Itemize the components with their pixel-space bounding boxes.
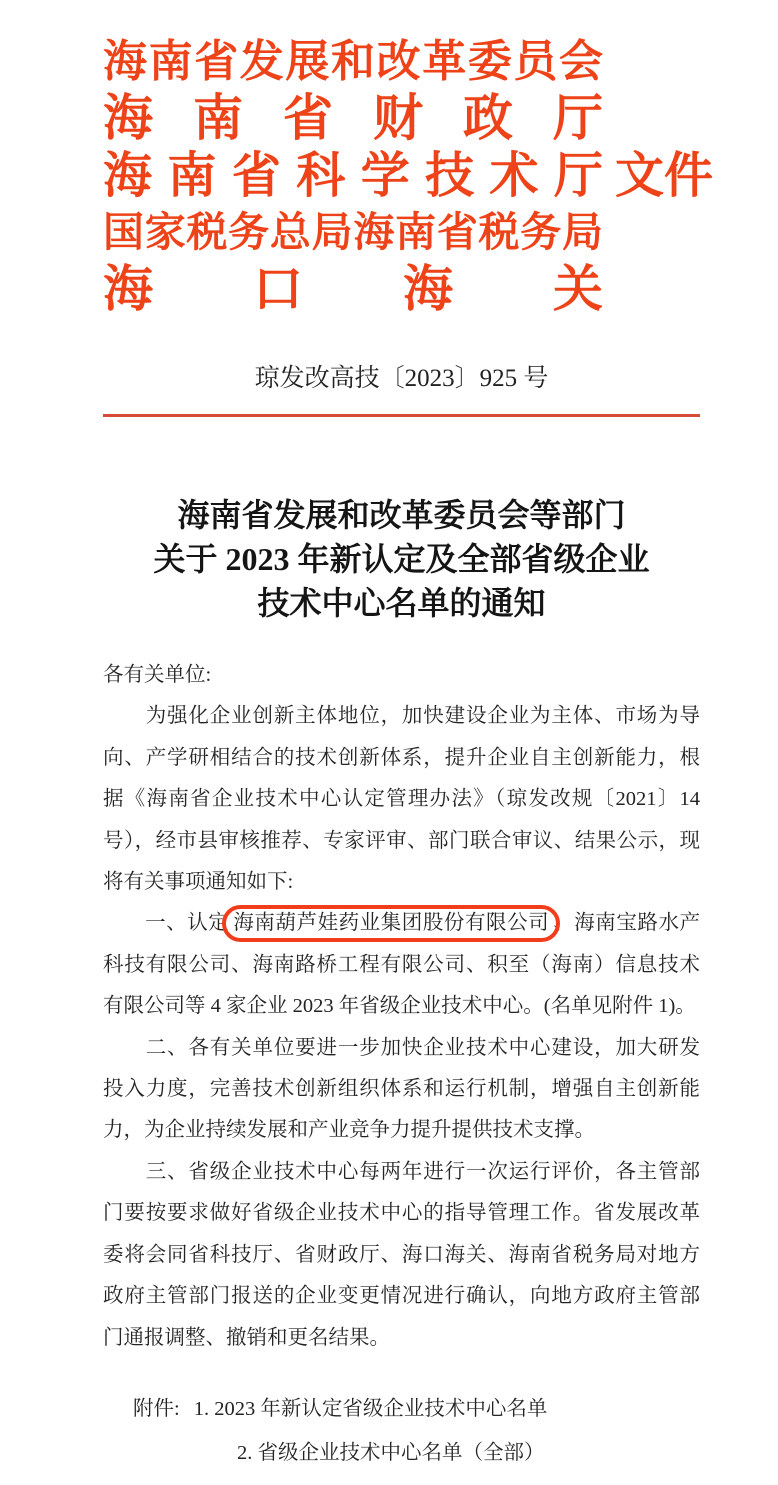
body-line: 门通报调整、撤销和更名结果。: [103, 1326, 390, 1349]
body-line: 为强化企业创新主体地位，加快建设企业为主体、市场为导: [103, 705, 700, 728]
letterhead-line-ndrc: 海南省发展和改革委员会: [103, 37, 603, 86]
letterhead-doc-type-label: 文件: [615, 148, 714, 203]
body-line: 向、产学研相结合的技术创新体系，提升企业自主创新能力，根: [103, 746, 700, 769]
body-line: 力，为企业持续发展和产业竞争力提升提供技术支撑。: [103, 1119, 595, 1142]
item1-suffix: 、海南宝路水产: [553, 912, 701, 935]
body-line: 号），经市县审核推荐、专家评审、部门联合审议、结果公示，现: [103, 829, 700, 852]
attachment-item-2: 2. 省级企业技术中心名单（全部）: [237, 1441, 545, 1464]
attachments-label: 附件:: [133, 1397, 180, 1420]
body-line: 据《海南省企业技术中心认定管理办法》（琼发改规〔2021〕14: [103, 788, 700, 811]
red-divider-line: [103, 414, 700, 417]
body-line: 委将会同省科技厅、省财政厅、海口海关、海南省税务局对地方: [103, 1243, 700, 1266]
document-body: [103, 655, 700, 1359]
item1-first-line: [103, 903, 700, 944]
body-line: 政府主管部门报送的企业变更情况进行确认，向地方政府主管部: [103, 1285, 700, 1308]
document-title: [103, 493, 700, 625]
highlighted-company-name: 海南葫芦娃药业集团股份有限公司: [222, 905, 560, 942]
title-line-2: 关于 2023 年新认定及全部省级企业: [153, 541, 650, 577]
attachments-block: [103, 1387, 700, 1475]
salutation: 各有关单位:: [103, 664, 212, 686]
document-content: [103, 33, 714, 1475]
body-line: 投入力度，完善技术创新组织体系和运行机制，增强自主创新能: [103, 1078, 700, 1101]
letterhead: [103, 33, 714, 318]
letterhead-line-science-row: [103, 147, 714, 204]
letterhead-line-tax: 国家税务总局海南省税务局: [103, 209, 603, 255]
attachment-item-1: 1. 2023 年新认定省级企业技术中心名单: [193, 1397, 548, 1420]
title-line-1: 海南省发展和改革委员会等部门: [177, 497, 626, 533]
document-number: 琼发改高技〔2023〕925 号: [254, 365, 549, 392]
letterhead-line-customs: 海口海关: [103, 261, 603, 317]
attachment-row-1: [133, 1387, 700, 1431]
body-line: 门要按要求做好省级企业技术中心的指导管理工作。省发展改革: [103, 1202, 700, 1225]
item1-prefix: 一、认定: [103, 912, 230, 935]
body-line: 科技有限公司、海南路桥工程有限公司、积至（海南）信息技术: [103, 953, 700, 976]
body-line: 二、各有关单位要进一步加快企业技术中心建设，加大研发: [103, 1036, 700, 1059]
body-line: 有限公司等 4 家企业 2023 年省级企业技术中心。(名单见附件 1)。: [103, 995, 696, 1018]
body-line: 三、省级企业技术中心每两年进行一次运行评价，各主管部: [103, 1160, 700, 1183]
letterhead-line-finance: 海南省财政厅: [103, 90, 603, 146]
body-line: 将有关事项通知如下:: [103, 871, 294, 894]
title-line-3: 技术中心名单的通知: [257, 585, 546, 621]
letterhead-line-science: 海南省科学技术厅: [103, 148, 603, 203]
